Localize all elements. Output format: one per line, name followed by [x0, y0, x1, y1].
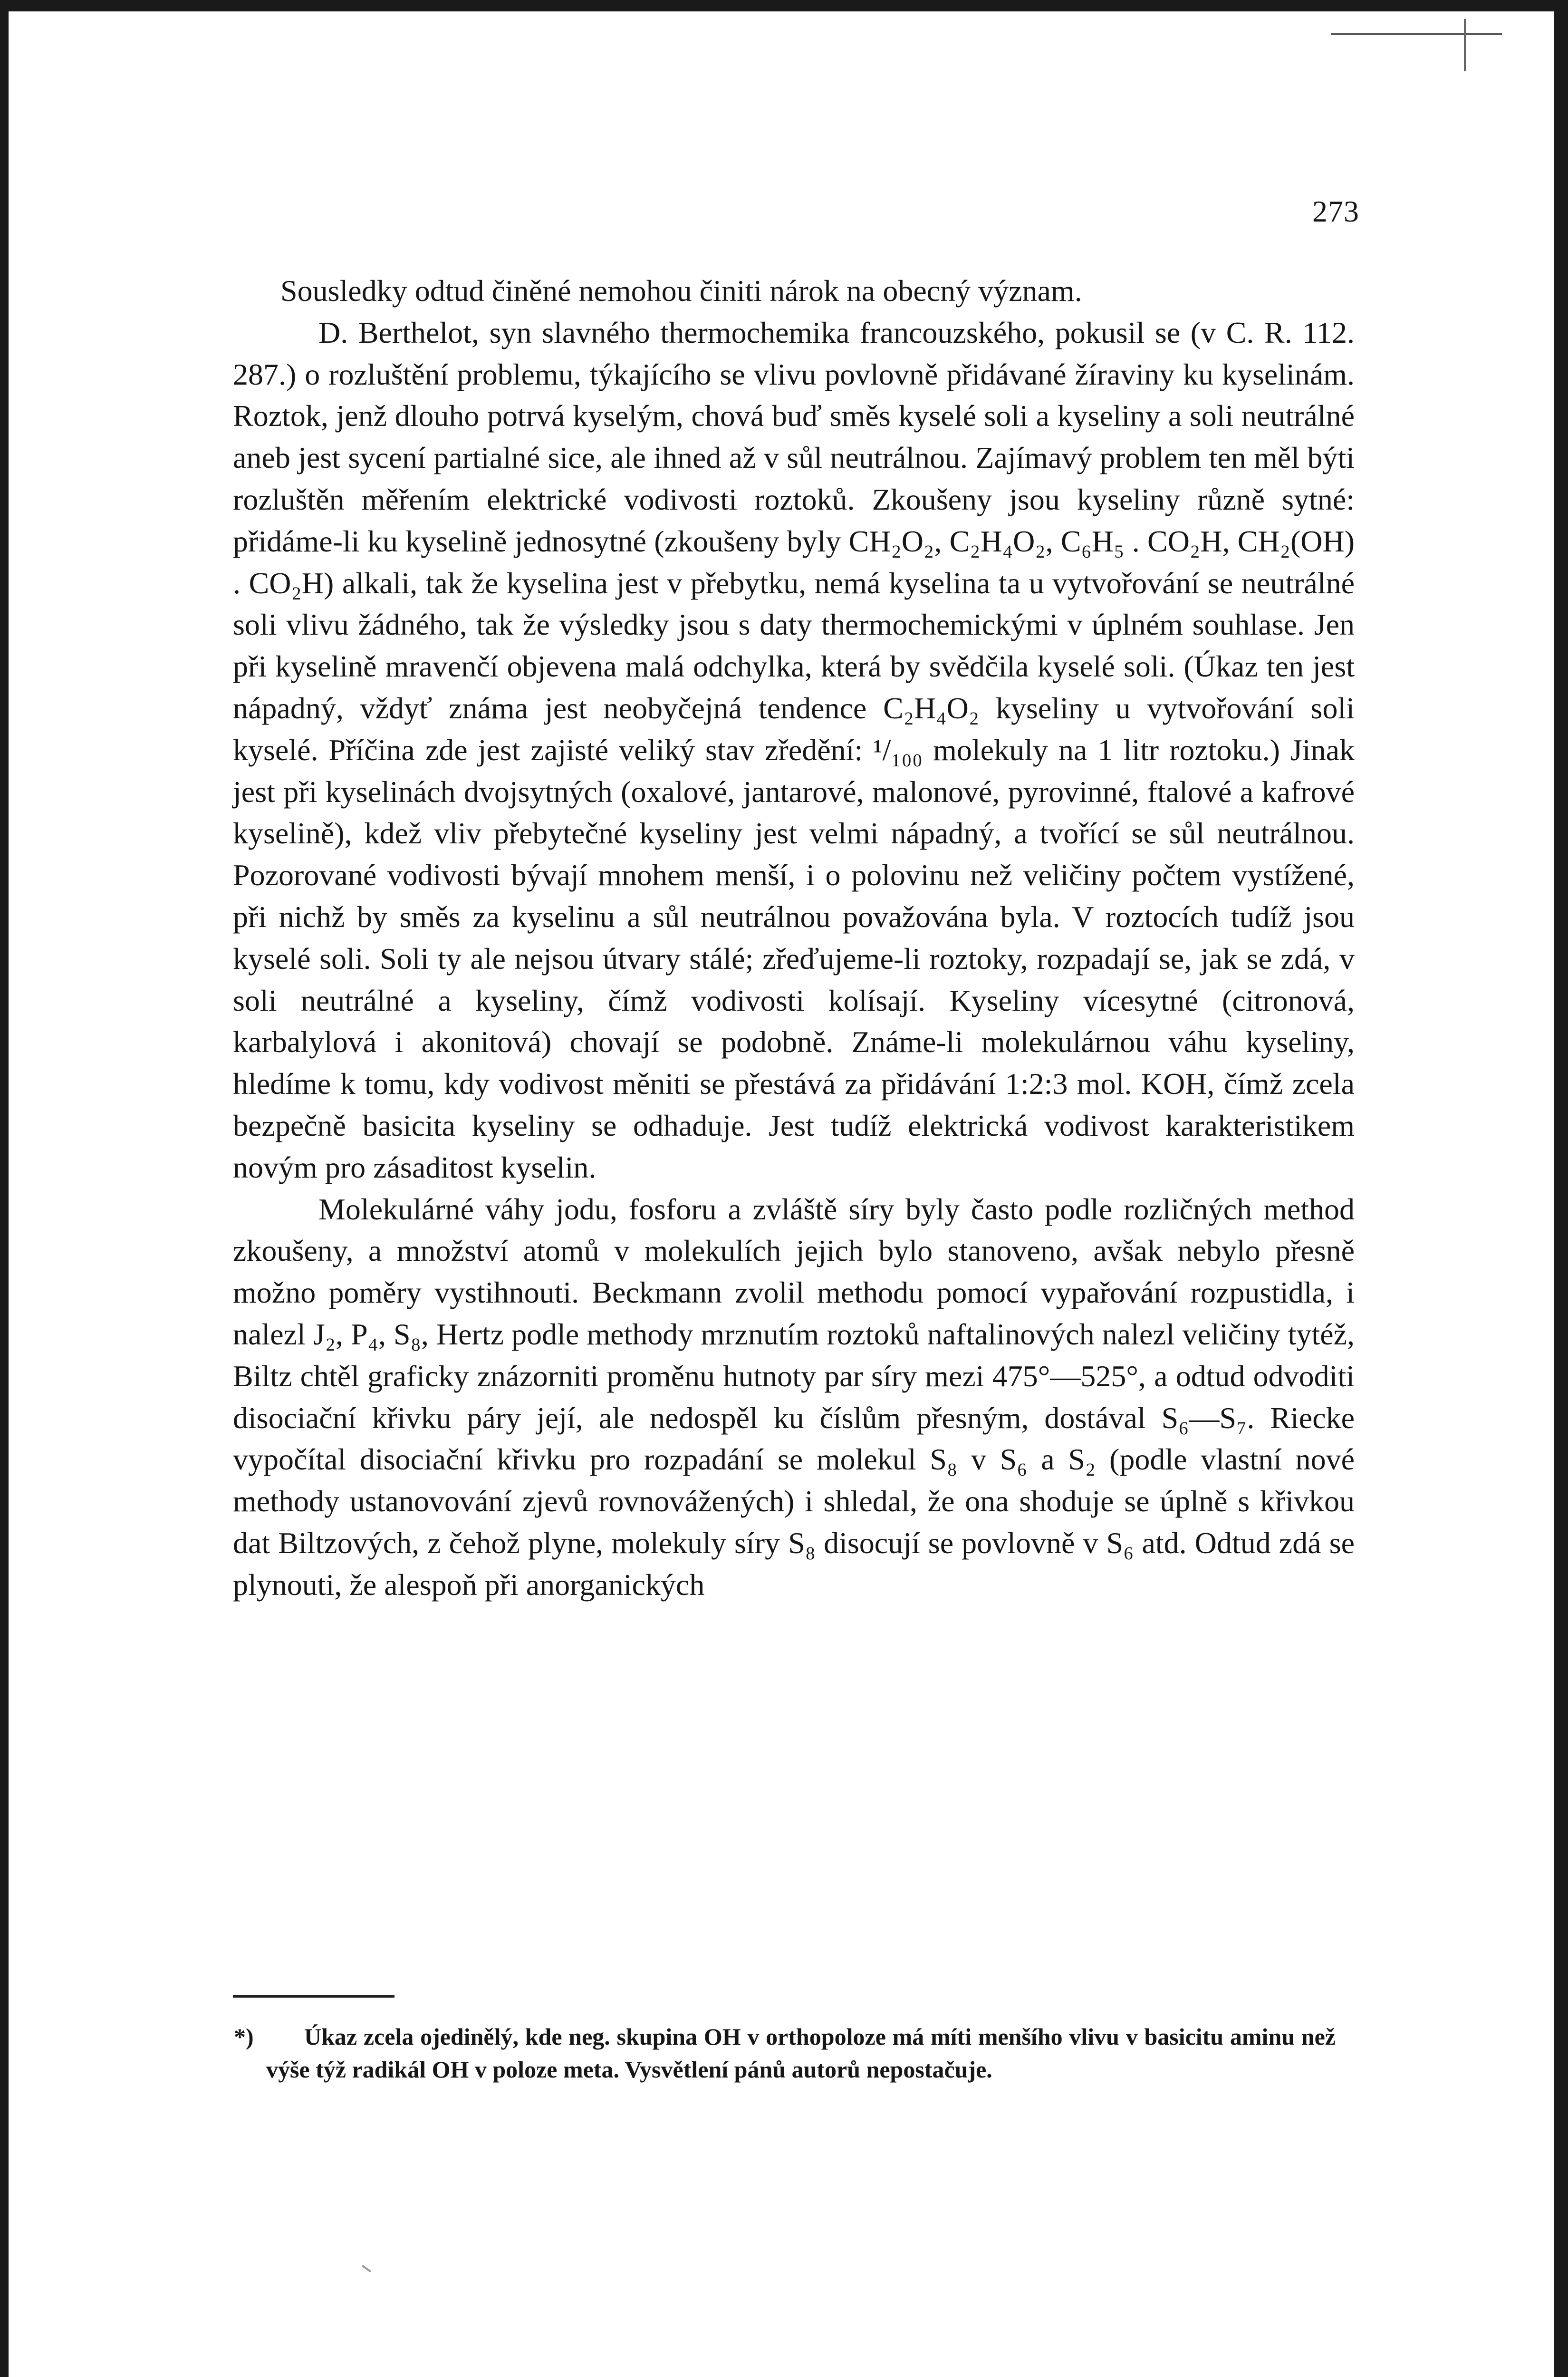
scan-border-top: [0, 0, 1568, 11]
scan-border-left: [0, 0, 9, 2377]
scan-artifact-line: [1331, 33, 1502, 35]
paragraph-3: Molekulárné váhy jodu, fosforu a zvláště síry byly často podle rozličných method zkoušeny, a množství atomů v molekulích jejich bylo stanoveno, avšak nebylo přesně možno poměry vystihnouti. Beckmann zvolil methodu pomocí vypařování rozpustidla, i nalezl J₂, P₄, S₈, Hertz podle methody mrznutím roztoků naftalinových nalezl veličiny tytéž, Biltz chtěl graficky znázorniti proměnu hutnoty par síry mezi 475°—525°, a odtud odvoditi disociační křivku páry její, ale nedospěl ku číslům přesným, dostával S₆—S₇. Riecke vypočítal disociační křivku pro rozpadání se molekul S₈ v S₆ a S₂ (podle vlastní nové methody ustanovování zjevů rovnovážených) i shledal, že ona shoduje se úplně s křivkou dat Biltzových, z čehož plyne, molekuly síry S₈ disocují se povlovně v S₆ atd. Odtud zdá se plynouti, že alespoň při anorganických: [233, 1192, 1355, 1602]
footnote-separator: [233, 1995, 394, 1998]
scan-artifact-tick: [1464, 19, 1466, 71]
body-text: [233, 270, 1355, 1606]
scan-smudge: [362, 2265, 371, 2272]
paragraph-2: D. Berthelot, syn slavného thermochemika francouzského, pokusil se (v C. R. 112. 287.) o rozluštění problemu, týkajícího se vlivu povlovně přidávané žíraviny ku kyselinám. Roztok, jenž dlouho potrvá kyselým, chová buď směs kyselé soli a kyseliny a soli neutrálné aneb jest sycení partialné sice, ale ihned až v sůl neutrálnou. Zajímavý problem ten měl býti rozluštěn měřením elektrické vodivosti roztoků. Zkoušeny jsou kyseliny různě sytné: přidáme-li ku kyselině jednosytné (zkoušeny byly CH₂O₂, C₂H₄O₂, C₆H₅ . CO₂H, CH₂(OH) . CO₂H) alkali, tak že kyselina jest v přebytku, nemá kyselina ta u vytvořování se neutrálné soli vlivu žádného, tak že výsledky jsou s daty thermochemickými v úplném souhlase. Jen při kyselině mravenčí objevena malá odchylka, která by svědčila kyselé soli. (Úkaz ten jest nápadný, vždyť známa jest neobyčejná tendence C₂H₄O₂ kyseliny u vytvořování soli kyselé. Příčina zde jest zajisté veliký stav zředění: ¹/₁₀₀ molekuly na 1 litr roztoku.) Jinak jest při kyselinách dvojsytných (oxalové, jantarové, malonové, pyrovinné, ftalové a kafrové kyselině), kdež vliv přebytečné kyseliny jest velmi nápadný, a tvořící se sůl neutrálnou. Pozorované vodivosti bývají mnohem menší, i o polovinu než veličiny počtem vystížené, při nichž by směs za kyselinu a sůl neutrálnou považována byla. V roztocích tudíž jsou kyselé soli. Soli ty ale nejsou útvary stálé; zřeďujeme-li roztoky, rozpadají se, jak se zdá, v soli neutrálné a kyseliny, čímž vodivosti kolísají. Kyseliny vícesytné (citronová, karbalylová i akonitová) chovají se podobně. Známe-li molekulárnou váhu kyseliny, hledíme k tomu, kdy vodivost měniti se přestává za přidávání 1:2:3 mol. KOH, čímž zcela bezpečně basicita kyseliny se odhaduje. Jest tudíž elektrická vodivost karakteristikem novým pro zásaditost kyselin.: [233, 315, 1355, 1184]
footnote: [234, 2020, 1336, 2086]
scan-border-right: [1554, 0, 1568, 2377]
footnote-marker: *): [234, 2023, 254, 2050]
footnote-text: Úkaz zcela ojedinělý, kde neg. skupina OH v orthopoloze má míti menšího vlivu v basicitu aminu než výše týž radikál OH v poloze meta. Vysvětlení pánů autorů nepostačuje.: [266, 2023, 1336, 2083]
paragraph-1: Sousledky odtud činěné nemohou činiti nárok na obecný význam.: [280, 274, 1082, 308]
page-number: 273: [1312, 194, 1359, 228]
